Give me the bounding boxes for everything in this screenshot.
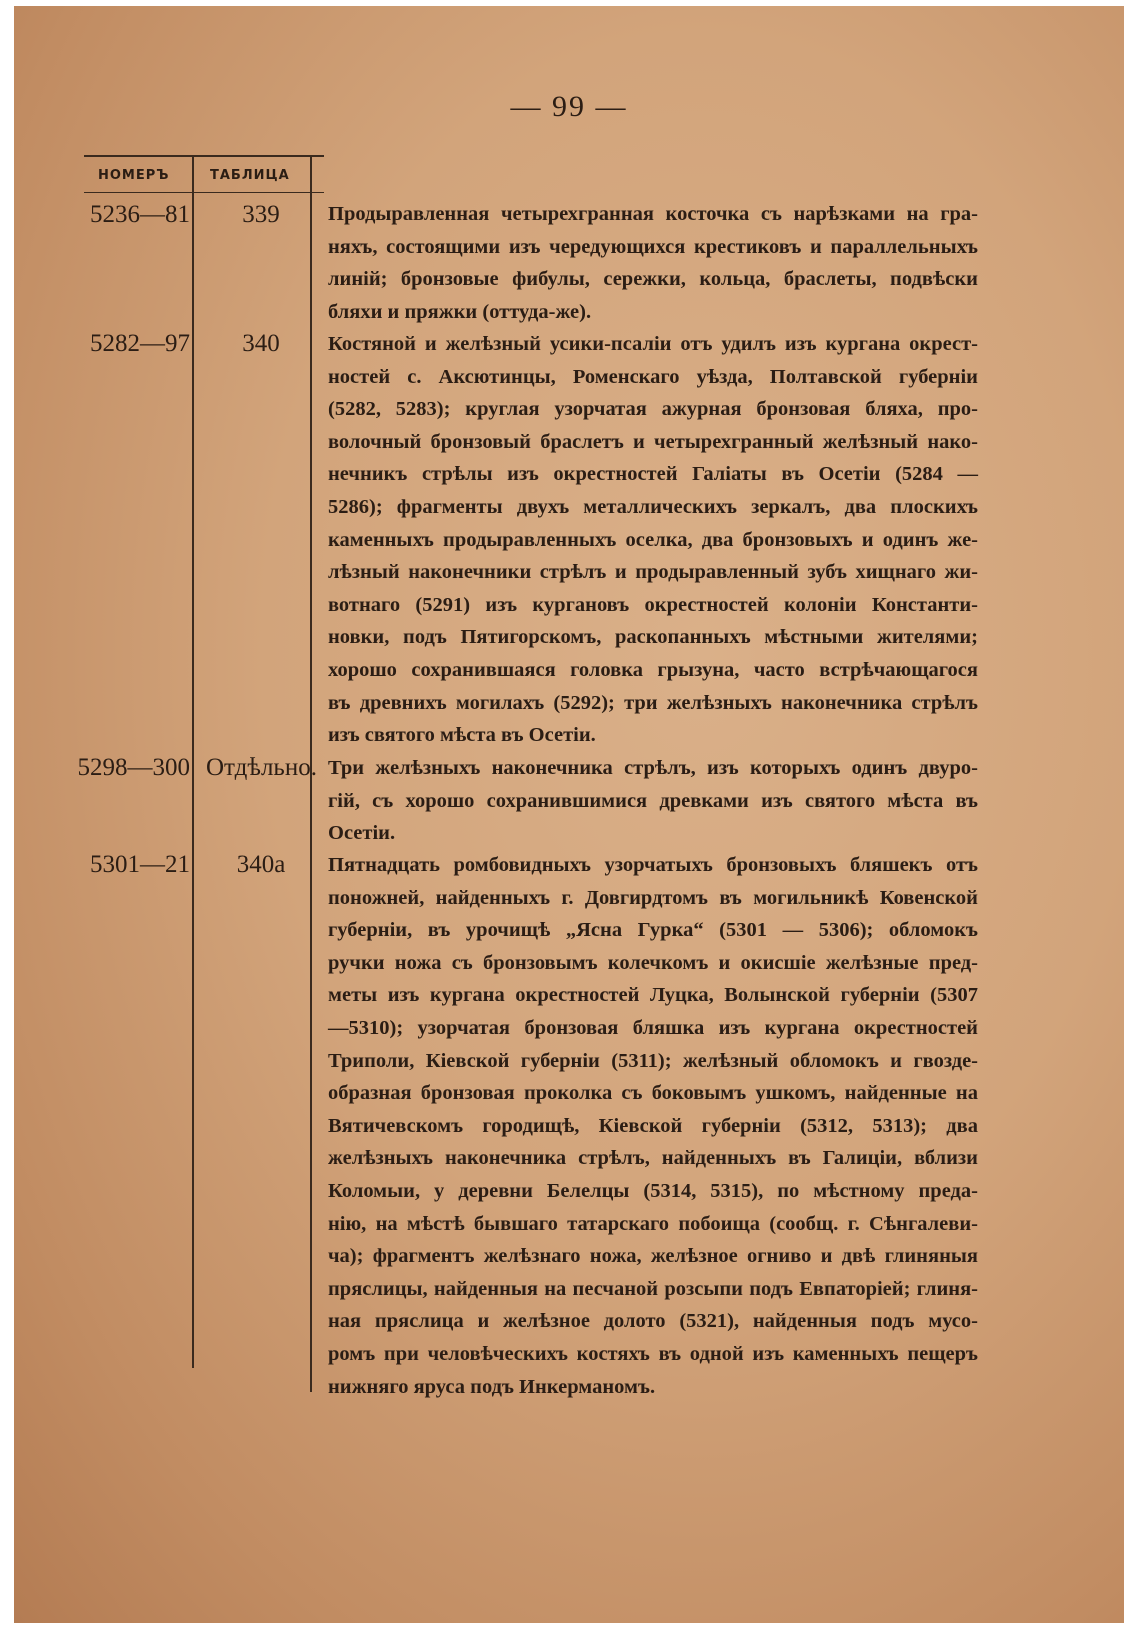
entry-line: Костяной и желѣзный усики-псаліи отъ удилъ изъ кургана окрест- <box>328 333 978 355</box>
entry-description <box>328 849 978 1403</box>
entry-line: нію, на мѣстѣ бывшаго татарскаго побоища (сообщ. г. Сѣнгалеви- <box>328 1212 978 1235</box>
column-divider-left <box>192 156 194 1368</box>
page-number: — 99 — <box>510 90 628 123</box>
entry-line: меты изъ кургана окрестностей Луцка, Волынской губерніи (5307 <box>328 984 978 1007</box>
entry-line: 5286); фрагменты двухъ металлическихъ зеркалъ, два плоскихъ <box>328 495 978 518</box>
entry-line: Осетіи. <box>328 822 396 845</box>
entry-line: губерніи, въ урочищѣ „Ясна Гурка“ (5301 — 5306); обломокъ <box>328 919 978 942</box>
entry-line: поножней, найденныхъ г. Довгирдтомъ въ могильникѣ Ковенской <box>328 886 978 909</box>
row-table: Отдѣльно. <box>206 754 317 781</box>
entry-line: Три желѣзныхъ наконечника стрѣлъ, изъ которыхъ одинъ двуро- <box>328 757 978 779</box>
entry-line: вотнаго (5291) изъ кургановъ окрестностей колоніи Константи- <box>328 593 978 616</box>
entry-line: пряслицы, найденныя на песчаной розсыпи подъ Евпаторіей; глиня- <box>328 1277 978 1300</box>
header-table: ТАБЛИЦА <box>210 168 290 183</box>
entry-line: ча); фрагментъ желѣзнаго ножа, желѣзное огниво и двѣ глиняныя <box>328 1245 978 1268</box>
entry-line: Продыравленная четырехгранная косточка съ нарѣзками на гра- <box>328 203 978 225</box>
entry-line: няхъ, состоящими изъ чередующихся крестиковъ и параллельныхъ <box>328 235 978 258</box>
entry-description <box>328 328 978 752</box>
entry-line: линій; бронзовые фибулы, сережки, кольца, браслеты, подвѣски <box>328 268 978 291</box>
entry-line: въ древнихъ могилахъ (5292); три желѣзныхъ наконечника стрѣлъ <box>328 691 978 714</box>
entry-line: волочный бронзовый браслетъ и четырехгранный желѣзный нако- <box>328 430 978 453</box>
entry-line: желѣзныхъ наконечника стрѣлъ, найденныхъ въ Галиціи, вблизи <box>328 1147 978 1170</box>
entry-line: Коломыи, у деревни Белелцы (5314, 5315), по мѣстному преда- <box>328 1179 978 1202</box>
entry-line: нижняго яруса подъ Инкерманомъ. <box>328 1375 656 1398</box>
row-number: 5282—97 <box>90 330 190 357</box>
entry-line: образная бронзовая проколка съ боковымъ ушкомъ, найденные на <box>328 1082 978 1105</box>
row-number: 5236—81 <box>90 201 190 228</box>
entry-line: хорошо сохранившаяся головка грызуна, часто встрѣчающагося <box>328 658 978 681</box>
entry-description <box>328 752 978 850</box>
entry-line: лѣзный наконечники стрѣлъ и продыравленный зубъ хищнаго жи- <box>328 561 978 584</box>
entry-line: ромъ при человѣческихъ костяхъ въ одной изъ каменныхъ пещеръ <box>328 1342 978 1365</box>
entry-line: (5282, 5283); круглая узорчатая ажурная бронзовая бляха, про- <box>328 398 978 421</box>
entry-line: каменныхъ продыравленныхъ оселка, два бронзовыхъ и одинъ же- <box>328 528 978 551</box>
entry-line: Пятнадцать ромбовидныхъ узорчатыхъ бронзовыхъ бляшекъ отъ <box>328 854 978 876</box>
entry-line: ная пряслица и желѣзное долото (5321), найденныя подъ мусо- <box>328 1310 978 1333</box>
entry-line: ручки ножа съ бронзовымъ колечкомъ и окисшіе желѣзные пред- <box>328 951 978 974</box>
table-top-rule <box>84 155 324 157</box>
entry-line: ностей с. Аксютинцы, Роменскаго уѣзда, Полтавской губерніи <box>328 365 978 388</box>
row-table: 339 <box>242 201 280 228</box>
entry-line: Вятичевскомъ городищѣ, Кіевской губерніи (5312, 5313); два <box>328 1114 978 1137</box>
row-table: 340 <box>242 330 280 357</box>
row-number: 5301—21 <box>90 851 190 878</box>
entry-line: —5310); узорчатая бронзовая бляшка изъ кургана окрестностей <box>328 1016 978 1039</box>
table-header-rule <box>84 192 324 193</box>
entry-line: Триполи, Кіевской губерніи (5311); желѣзный обломокъ и гвозде- <box>328 1049 978 1072</box>
entry-line: изъ святого мѣста въ Осетіи. <box>328 724 596 747</box>
book-page <box>14 6 1124 1623</box>
entry-line: новки, подъ Пятигорскомъ, раскопанныхъ мѣстными жителями; <box>328 626 978 649</box>
entry-line: нечникъ стрѣлы изъ окрестностей Галіаты въ Осетіи (5284 — <box>328 463 978 486</box>
entry-description <box>328 198 978 328</box>
entry-line: гій, съ хорошо сохранившимися древками изъ святого мѣста въ <box>328 789 978 812</box>
entry-line: бляхи и пряжки (оттуда-же). <box>328 300 592 323</box>
header-number: НОМЕРЪ <box>98 168 170 183</box>
row-number: 5298—300 <box>77 754 190 781</box>
row-table: 340а <box>236 851 286 878</box>
